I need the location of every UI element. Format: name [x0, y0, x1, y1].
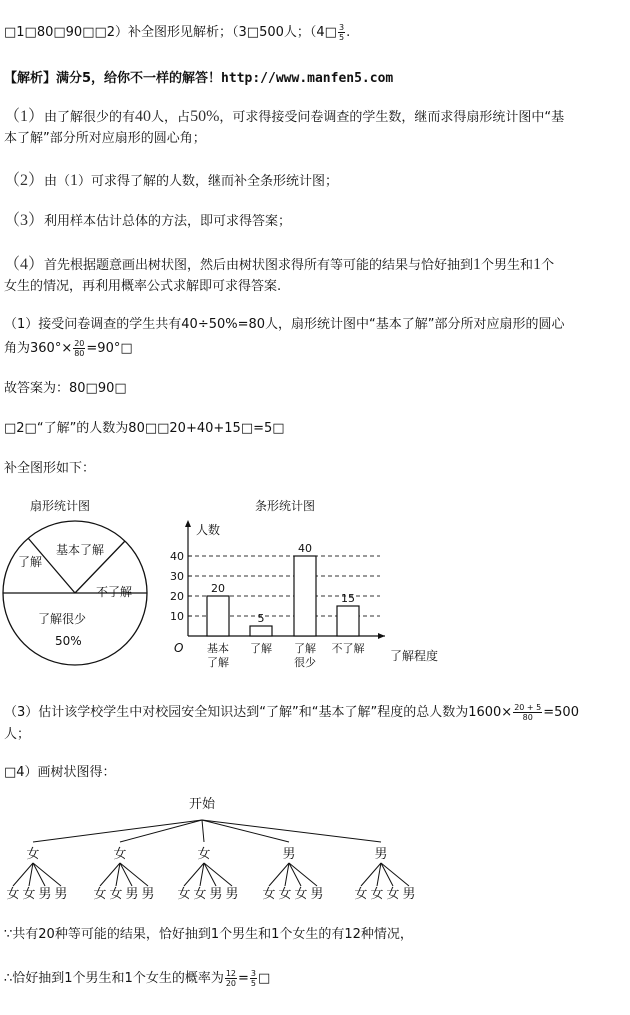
analysis-paragraph-4-line-2: 女生的情况，再利用概率公式求解即可求得答案. [4, 279, 282, 294]
tree-leaf-label: 女 [262, 887, 276, 902]
answer-summary-line [4, 22, 624, 44]
conclusion-line-2 [4, 968, 624, 990]
x-category-label: 基本 [207, 642, 229, 655]
tree-leaf-line [204, 863, 232, 886]
tree-leaf-label: 女 [109, 887, 123, 902]
tree-leaf-label: 男 [209, 887, 223, 902]
number: 1 [473, 256, 482, 273]
fraction-denominator: 80 [74, 349, 85, 358]
bar-value-label: 20 [211, 582, 225, 595]
analysis-header [4, 68, 624, 90]
answer-summary-text: □1□80□90□□2）补全图形见解析；（3□500人；（4□ [4, 25, 337, 40]
conclusion-line-1: ∵共有20种等可能的结果，恰好抽到1个男生和1个女生的有12种情况， [4, 927, 413, 942]
paragraph-number: 2 [20, 172, 29, 189]
equals-sign: = [238, 971, 249, 986]
solution-part-4: □4）画树状图得： [4, 765, 116, 780]
analysis-paragraph-1-line-2: 本了解”部分所对应扇形的圆心角； [4, 131, 206, 146]
text: 首先根据题意画出树状图，然后由树状图求得所有等可能的结果与恰好抽到 [44, 258, 474, 273]
tree-leaf-line [204, 863, 216, 886]
x-axis-label: 了解程度 [390, 649, 439, 663]
y-axis-arrow [185, 520, 191, 527]
fraction-numerator: 12 [225, 969, 237, 978]
pie-chart-title: 扇形统计图 [29, 499, 91, 513]
pie-chart [0, 490, 160, 690]
pie-slice-label: 基本了解 [56, 543, 105, 557]
analysis-paragraph-1: （1）由了解很少的有40人，占50%，可求得接受问卷调查的学生数，继而求得扇形统计图中“基 [4, 108, 565, 125]
y-tick-label: 10 [170, 610, 184, 623]
tree-leaf-label: 女 [22, 887, 36, 902]
tree-leaf-label: 男 [54, 887, 68, 902]
tree-leaf-label: 女 [93, 887, 107, 902]
solution-part-3 [4, 702, 624, 724]
text: ∴恰好抽到1个男生和1个女生的概率为 [4, 971, 224, 986]
tree-leaf-label: 女 [6, 887, 20, 902]
tree-leaf-label: 女 [193, 887, 207, 902]
paragraph-number: 1 [20, 108, 29, 125]
fraction [250, 969, 257, 988]
y-tick-label: 30 [170, 570, 184, 583]
fraction-numerator: 3 [338, 23, 345, 32]
text: ，可求得接受问卷调查的学生数，继而求得扇形统计图中“基 [219, 110, 565, 125]
bar-value-label: 40 [298, 542, 312, 555]
pie-slice-label: 了解很少 [38, 612, 87, 626]
tree-root-label: 开始 [188, 797, 216, 812]
tree-leaf-line [120, 863, 132, 886]
fraction [513, 703, 542, 722]
fraction-numerator: 3 [250, 969, 257, 978]
text: =90°□ [86, 341, 133, 356]
figure-intro: 补全图形如下： [4, 461, 96, 476]
fraction [225, 969, 237, 988]
paragraph-number: 4 [20, 256, 29, 273]
fraction [73, 339, 85, 358]
tree-leaf-line [289, 863, 317, 886]
fraction-denominator: 5 [250, 979, 257, 988]
fraction-numerator: 20 [74, 339, 85, 348]
bar-chart-title: 条形统计图 [254, 499, 316, 513]
tree-leaf-line [381, 863, 393, 886]
bar [250, 626, 272, 636]
tree-leaf-label: 男 [225, 887, 239, 902]
tree-leaf-line [289, 863, 301, 886]
tree-leaf-label: 女 [177, 887, 191, 902]
tree-diagram [0, 790, 630, 915]
tree-branch-label: 女 [26, 847, 40, 862]
tree-leaf-label: 女 [278, 887, 292, 902]
tree-leaf-line [381, 863, 409, 886]
bar-value-label: 5 [257, 612, 265, 625]
x-category-label: 不了解 [331, 642, 365, 655]
tree-leaf-label: 男 [402, 887, 416, 902]
answer-summary-suffix: . [346, 25, 351, 40]
analysis-header-tag: 【解析】满分5，给你不一样的解答！ [4, 71, 222, 86]
solution-part-1: （1）接受问卷调查的学生共有40÷50%=80人，扇形统计图中“基本了解”部分所对应扇形的圆心 [4, 317, 565, 332]
tree-leaf-label: 女 [370, 887, 384, 902]
tree-leaf-label: 男 [310, 887, 324, 902]
bar-value-label: 15 [341, 592, 355, 605]
tree-branch-label: 女 [197, 847, 211, 862]
tree-leaf-label: 女 [294, 887, 308, 902]
x-category-label: 了解 [294, 642, 316, 655]
bar [337, 606, 359, 636]
solution-part-2: □2□“了解”的人数为80□□20+40+15□=5□ [4, 421, 285, 436]
origin-label: O [174, 641, 184, 655]
text: 由了解很少的有 [44, 110, 136, 125]
number: 40 [135, 108, 152, 125]
tree-branch-label: 男 [374, 847, 388, 862]
bar [294, 556, 316, 636]
tree-leaf-line [33, 863, 61, 886]
solution-part-1-line-2 [4, 338, 624, 360]
text: 个 [541, 258, 555, 273]
tree-leaf-label: 男 [141, 887, 155, 902]
y-tick-label: 20 [170, 590, 184, 603]
tree-leaf-label: 男 [125, 887, 139, 902]
x-axis-arrow [378, 633, 385, 639]
tree-leaf-line [33, 863, 45, 886]
x-category-label: 了解 [207, 656, 229, 669]
tree-branch-label: 女 [113, 847, 127, 862]
analysis-paragraph-3: （3）利用样本估计总体的方法，即可求得答案； [4, 212, 292, 229]
bar-chart [160, 490, 460, 690]
y-tick-label: 40 [170, 550, 184, 563]
text: □ [258, 971, 271, 986]
answer-summary-fraction [338, 23, 345, 42]
text: （3）估计该学校学生中对校园安全知识达到“了解”和“基本了解”程度的总人数为1600× [4, 705, 513, 720]
number: 1 [70, 172, 79, 189]
text: 角为360°× [4, 341, 73, 356]
fraction-denominator: 20 [225, 979, 237, 988]
text: =500 [543, 705, 579, 720]
analysis-paragraph-4: （4）首先根据题意画出树状图，然后由树状图求得所有等可能的结果与恰好抽到1个男生和1个 [4, 256, 555, 273]
text: 人，占 [151, 110, 191, 125]
pie-slice-label: 不了解 [96, 585, 133, 599]
pie-slice-label: 了解 [18, 555, 43, 569]
solution-part-3-line-2: 人； [4, 727, 31, 742]
source-url-link[interactable]: http://www.manfen5.com [221, 71, 394, 86]
analysis-paragraph-2: （2）由（1）可求得了解的人数，继而补全条形统计图； [4, 172, 339, 189]
text: 由（ [44, 174, 71, 189]
pie-slice-percent: 50% [55, 634, 82, 648]
text: 个男生和 [481, 258, 534, 273]
paragraph-number: 3 [20, 212, 29, 229]
x-category-label: 了解 [250, 642, 272, 655]
tree-branch-line [202, 820, 204, 842]
tree-branch-line [202, 820, 289, 842]
text: ）可求得了解的人数，继而补全条形统计图； [78, 174, 339, 189]
fraction-denominator: 80 [522, 713, 533, 722]
number: 50% [190, 108, 220, 125]
fraction-denominator: 5 [338, 33, 345, 42]
answer-line: 故答案为：80□90□ [4, 381, 127, 396]
tree-leaf-label: 女 [386, 887, 400, 902]
tree-leaf-label: 女 [354, 887, 368, 902]
bar [207, 596, 229, 636]
text: 利用样本估计总体的方法，即可求得答案； [44, 214, 292, 229]
x-category-label: 很少 [294, 656, 316, 669]
tree-leaf-label: 男 [38, 887, 52, 902]
tree-leaf-line [120, 863, 148, 886]
y-axis-label: 人数 [196, 523, 221, 537]
tree-branch-line [120, 820, 202, 842]
tree-branch-line [202, 820, 381, 842]
tree-branch-label: 男 [282, 847, 296, 862]
tree-branch-line [33, 820, 202, 842]
fraction-numerator: 20 + 5 [514, 703, 542, 712]
number: 1 [533, 256, 542, 273]
